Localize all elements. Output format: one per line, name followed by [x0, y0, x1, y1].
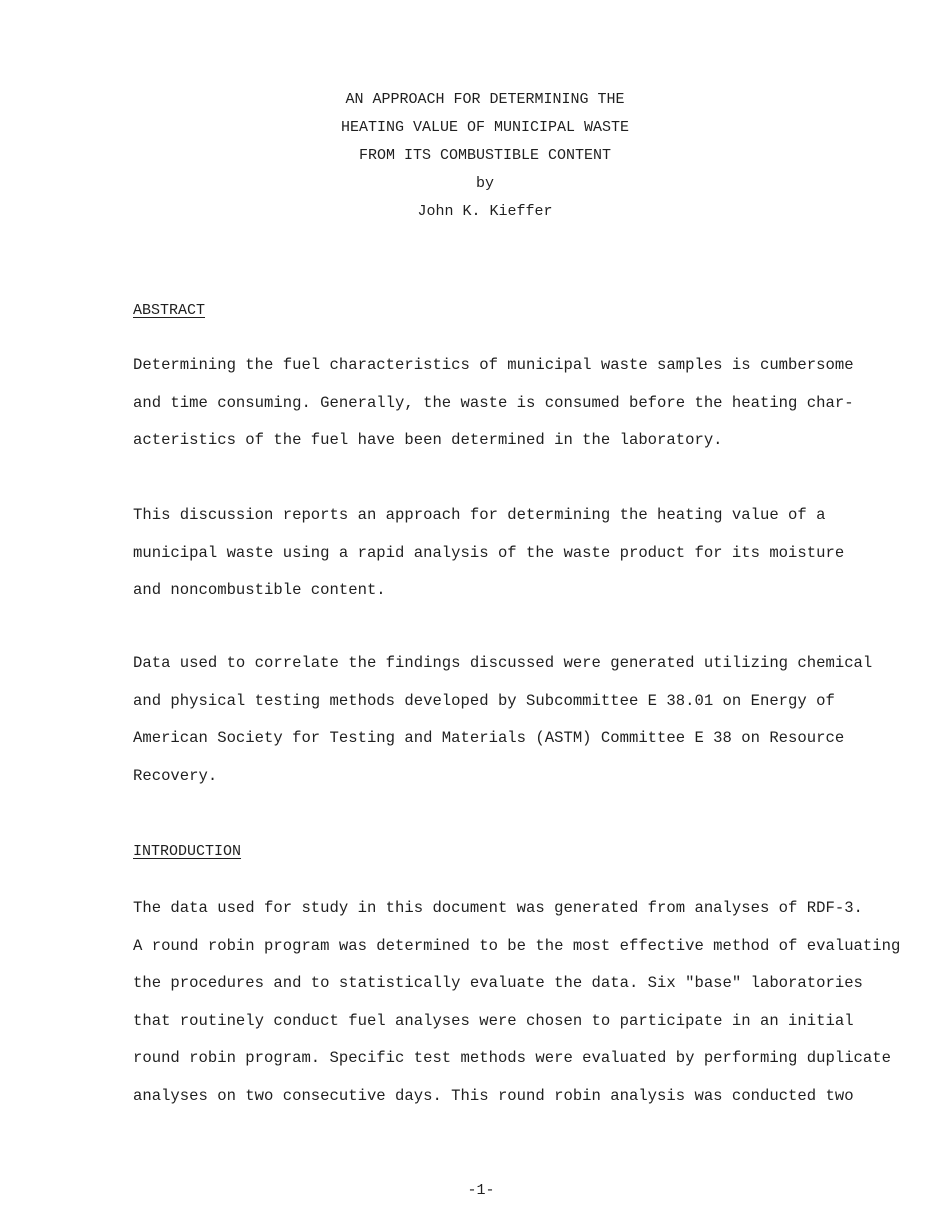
- text-line: This discussion reports an approach for determining the heating value of a: [133, 506, 826, 524]
- text-line: Recovery.: [133, 766, 218, 785]
- text-line: and time consuming. Generally, the waste is consumed before the heating char-: [133, 393, 854, 412]
- text-line: and noncombustible content.: [133, 581, 386, 599]
- byline: by: [475, 175, 494, 192]
- text-line: round robin program. Specific test methods were evaluated by performing duplicate: [133, 1049, 891, 1067]
- abstract-paragraph-2: [133, 497, 923, 610]
- text-line: that routinely conduct fuel analyses were chosen to participate in an initial: [133, 1011, 854, 1030]
- text-line: The data used for study in this document was generated from analyses of RDF-3.: [133, 899, 863, 917]
- text-line: acteristics of the fuel have been determined in the laboratory.: [133, 431, 723, 449]
- text-line: municipal waste using a rapid analysis of the waste product for its moisture: [133, 543, 845, 562]
- title-line-1: AN APPROACH FOR DETERMINING THE: [345, 91, 625, 108]
- abstract-heading: ABSTRACT: [133, 302, 206, 319]
- title-block: [0, 86, 950, 226]
- text-line: the procedures and to statistically evaluate the data. Six "base" laboratories: [133, 974, 863, 992]
- text-line: A round robin program was determined to be the most effective method of evaluating: [133, 936, 901, 955]
- introduction-paragraph-1: [133, 890, 923, 1115]
- title-line-2: HEATING VALUE OF MUNICIPAL WASTE: [340, 119, 630, 136]
- text-line: and physical testing methods developed by Subcommittee E 38.01 on Energy of: [133, 691, 835, 710]
- title-line-3: FROM ITS COMBUSTIBLE CONTENT: [358, 147, 612, 164]
- text-line: analyses on two consecutive days. This round robin analysis was conducted two: [133, 1086, 854, 1105]
- author-name: John K. Kieffer: [417, 203, 553, 220]
- page-number: -1-: [467, 1182, 495, 1199]
- text-line: American Society for Testing and Materials (ASTM) Committee E 38 on Resource: [133, 729, 845, 747]
- abstract-paragraph-3: [133, 645, 923, 795]
- introduction-heading: INTRODUCTION: [133, 843, 242, 860]
- text-line: Determining the fuel characteristics of municipal waste samples is cumbersome: [133, 356, 854, 374]
- abstract-paragraph-1: [133, 347, 923, 460]
- text-line: Data used to correlate the findings discussed were generated utilizing chemical: [133, 654, 873, 672]
